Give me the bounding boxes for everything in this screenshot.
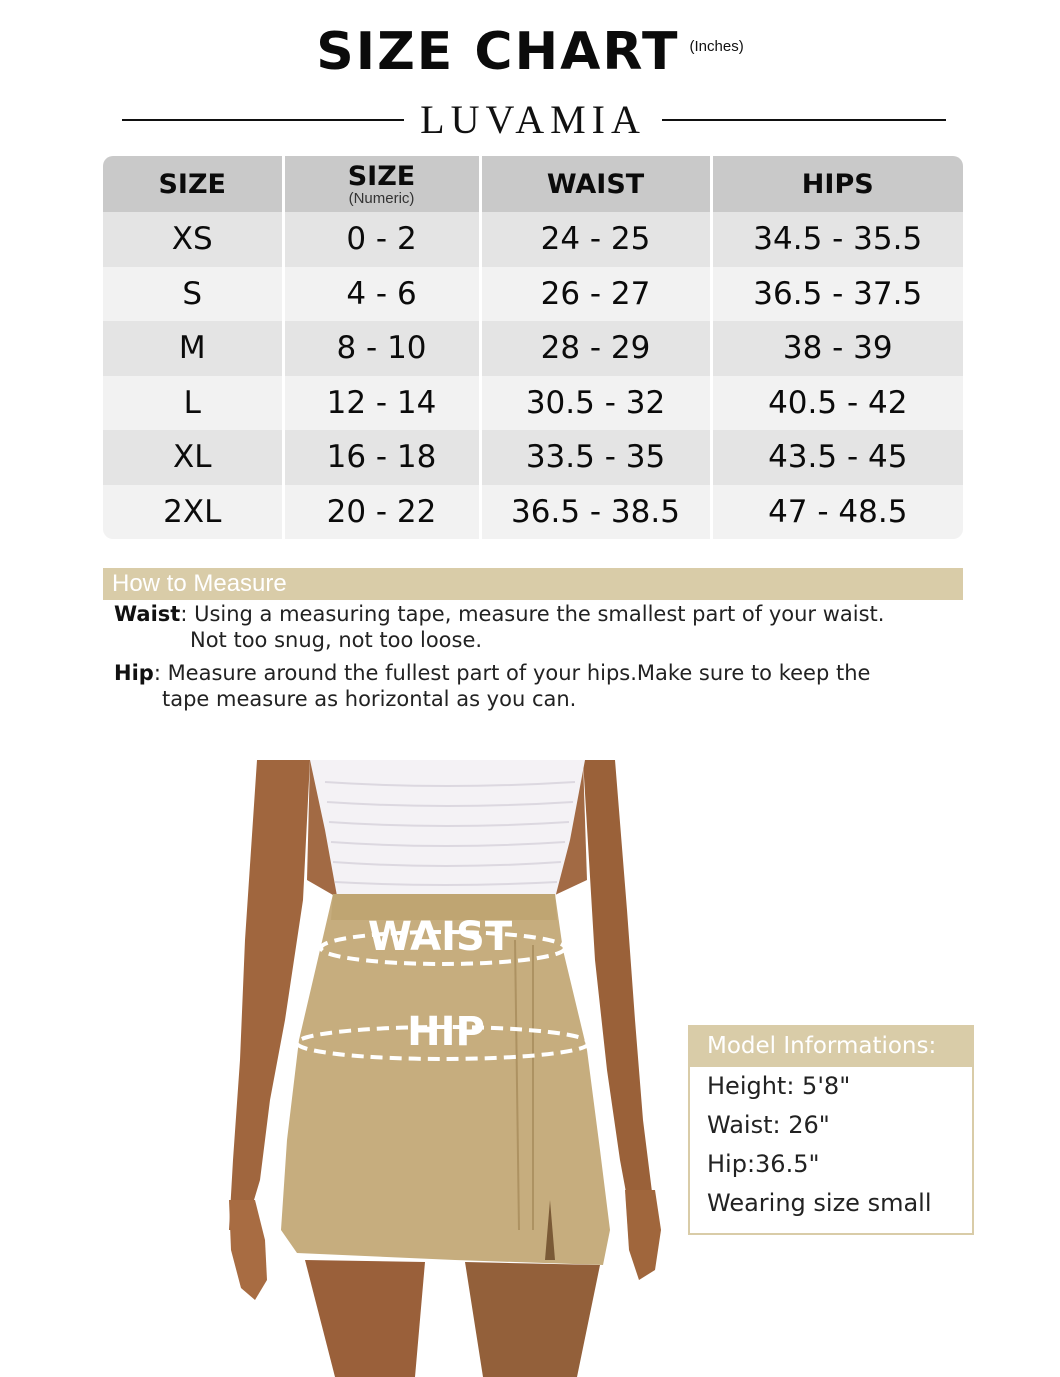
cell-size: XL (103, 430, 283, 485)
cell-numeric: 12 - 14 (283, 376, 480, 431)
right-leg (465, 1262, 600, 1377)
hip-instruction (114, 660, 934, 712)
cell-size: L (103, 376, 283, 431)
cell-waist: 33.5 - 35 (480, 430, 711, 485)
header-size-numeric: SIZE (Numeric) (283, 156, 480, 212)
model-photo (215, 760, 675, 1377)
cell-size: XS (103, 212, 283, 267)
waist-text-line1: : Using a measuring tape, measure the smallest part of your waist. (180, 602, 885, 626)
hip-text-line2: tape measure as horizontal as you can. (162, 687, 577, 711)
cell-size: M (103, 321, 283, 376)
hip-term: Hip (114, 661, 154, 685)
table-row (103, 321, 963, 376)
page-title: SIZE CHART (316, 22, 680, 82)
size-table (103, 156, 963, 539)
table-row (103, 212, 963, 267)
waist-instruction (114, 601, 934, 653)
waist-photo-label: WAIST (367, 914, 513, 960)
model-size: Wearing size small (707, 1189, 932, 1217)
cell-numeric: 20 - 22 (283, 485, 480, 540)
cell-waist: 30.5 - 32 (480, 376, 711, 431)
cell-hips: 43.5 - 45 (711, 430, 963, 485)
cell-hips: 38 - 39 (711, 321, 963, 376)
cell-waist: 26 - 27 (480, 267, 711, 322)
model-info-box (688, 1025, 974, 1235)
model-info-heading: Model Informations: (690, 1027, 972, 1067)
cell-hips: 47 - 48.5 (711, 485, 963, 540)
table-header-row (103, 156, 963, 212)
model-height: Height: 5'8" (707, 1072, 851, 1100)
divider-left (122, 119, 404, 121)
hip-photo-label: HIP (407, 1009, 485, 1055)
waist-term: Waist (114, 602, 181, 626)
table-row (103, 267, 963, 322)
cell-numeric: 8 - 10 (283, 321, 480, 376)
hip-text-line1: : Measure around the fullest part of your hips.Make sure to keep the (153, 661, 871, 685)
header-waist: WAIST (480, 156, 711, 212)
title-row (0, 22, 1060, 82)
cell-waist: 36.5 - 38.5 (480, 485, 711, 540)
table-row (103, 376, 963, 431)
cell-numeric: 4 - 6 (283, 267, 480, 322)
cell-hips: 34.5 - 35.5 (711, 212, 963, 267)
cell-hips: 40.5 - 42 (711, 376, 963, 431)
brand-row (0, 96, 1060, 146)
cell-waist: 28 - 29 (480, 321, 711, 376)
model-hip: Hip:36.5" (707, 1150, 820, 1178)
cell-hips: 36.5 - 37.5 (711, 267, 963, 322)
white-top (310, 760, 585, 898)
cell-waist: 24 - 25 (480, 212, 711, 267)
cell-size: S (103, 267, 283, 322)
right-hand (625, 1190, 661, 1280)
table-row (103, 485, 963, 540)
how-to-measure-heading: How to Measure (103, 568, 963, 600)
left-hand (229, 1200, 267, 1300)
model-waist: Waist: 26" (707, 1111, 830, 1139)
header-sub-label: (Numeric) (348, 190, 415, 207)
left-leg (305, 1260, 425, 1377)
table-row (103, 430, 963, 485)
divider-right (662, 119, 946, 121)
header-size: SIZE (103, 156, 283, 212)
unit-label: (Inches) (689, 38, 744, 55)
waist-text-line2: Not too snug, not too loose. (190, 628, 483, 652)
cell-size: 2XL (103, 485, 283, 540)
brand-name: LUVAMIA (420, 97, 646, 142)
header-hips: HIPS (711, 156, 963, 212)
cell-numeric: 16 - 18 (283, 430, 480, 485)
cell-numeric: 0 - 2 (283, 212, 480, 267)
